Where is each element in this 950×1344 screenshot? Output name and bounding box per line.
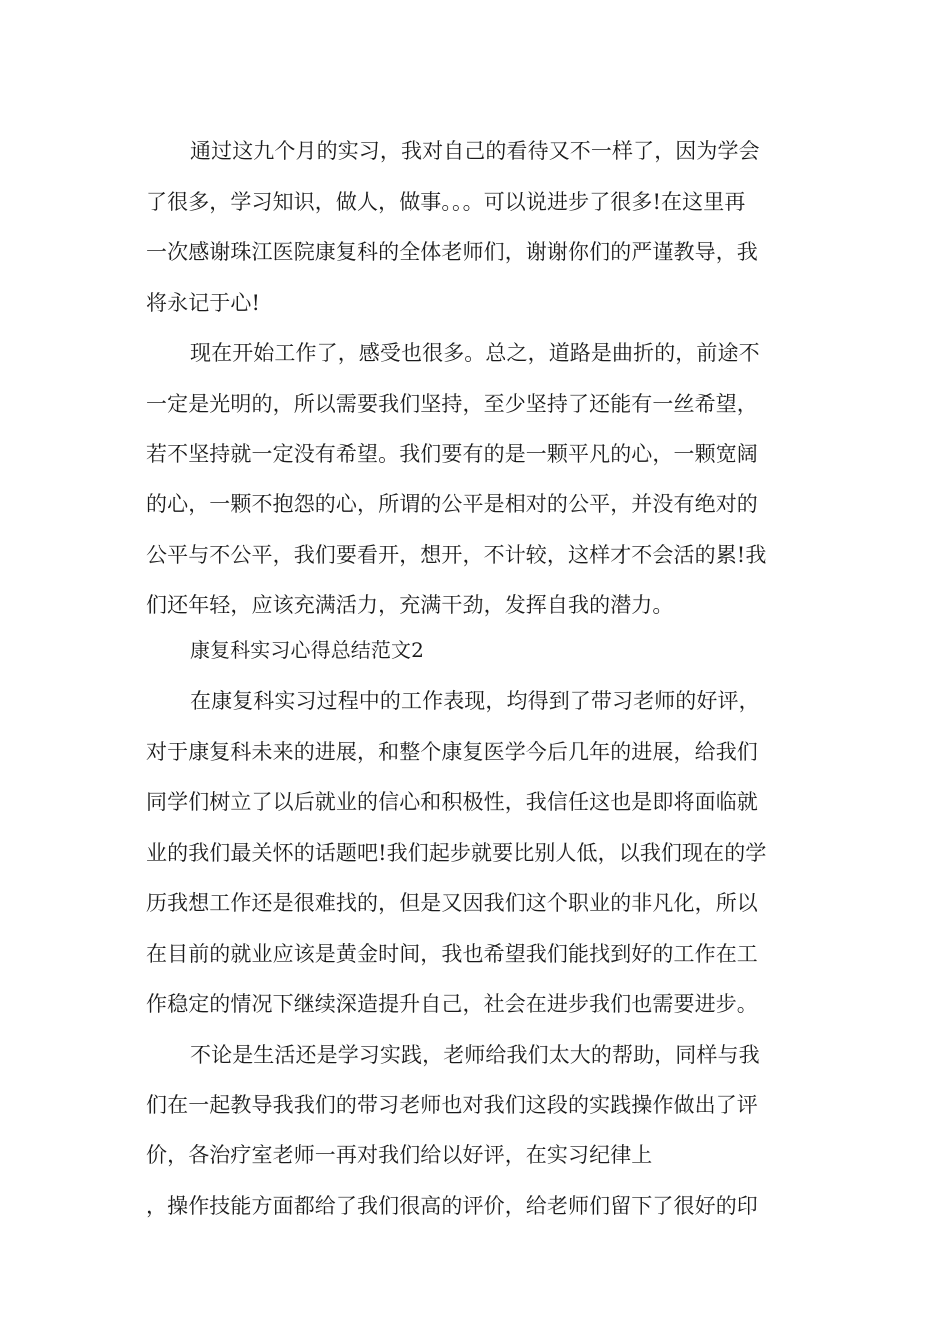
section-heading: 康复科实习心得总结范文2 bbox=[190, 638, 424, 662]
text-line: 们还年轻，应该充满活力，充满干劲，发挥自我的潜力。 bbox=[146, 593, 674, 617]
text-line: 在康复科实习过程中的工作表现，均得到了带习老师的好评， bbox=[190, 689, 760, 713]
text-line: 历我想工作还是很难找的，但是又因我们这个职业的非凡化，所以 bbox=[146, 891, 758, 915]
text-line: 通过这九个月的实习，我对自己的看待又不一样了，因为学会 bbox=[190, 139, 760, 163]
text-line: 一定是光明的，所以需要我们坚持，至少坚持了还能有一丝希望， bbox=[146, 392, 758, 416]
text-line: 价，各治疗室老师一再对我们给以好评，在实习纪律上 bbox=[146, 1143, 653, 1167]
text-line: 现在开始工作了，感受也很多。总之，道路是曲折的，前途不 bbox=[190, 341, 760, 365]
text-line: 若不坚持就一定没有希望。我们要有的是一颗平凡的心，一颗宽阔 bbox=[146, 442, 758, 466]
text-line: 公平与不公平，我们要看开，想开，不计较，这样才不会活的累!我 bbox=[146, 543, 767, 567]
text-line: 在目前的就业应该是黄金时间，我也希望我们能找到好的工作在工 bbox=[146, 942, 758, 966]
text-line: 不论是生活还是学习实践，老师给我们太大的帮助，同样与我 bbox=[190, 1043, 760, 1067]
text-line: ，操作技能方面都给了我们很高的评价，给老师们留下了很好的印 bbox=[146, 1194, 758, 1218]
text-line: 一次感谢珠江医院康复科的全体老师们，谢谢你们的严谨教导，我 bbox=[146, 240, 758, 264]
text-line: 业的我们最关怀的话题吧!我们起步就要比别人低，以我们现在的学 bbox=[146, 841, 767, 865]
text-line: 对于康复科未来的进展，和整个康复医学今后几年的进展，给我们 bbox=[146, 740, 758, 764]
text-line: 将永记于心! bbox=[146, 291, 261, 315]
text-line: 的心，一颗不抱怨的心，所谓的公平是相对的公平，并没有绝对的 bbox=[146, 492, 758, 516]
text-line: 同学们树立了以后就业的信心和积极性，我信任这也是即将面临就 bbox=[146, 790, 758, 814]
text-line: 们在一起教导我我们的带习老师也对我们这段的实践操作做出了评 bbox=[146, 1093, 758, 1117]
text-line: 作稳定的情况下继续深造提升自己，社会在进步我们也需要进步。 bbox=[146, 992, 758, 1016]
text-line: 了很多，学习知识，做人，做事。。。可以说进步了很多!在这里再 bbox=[146, 190, 746, 214]
